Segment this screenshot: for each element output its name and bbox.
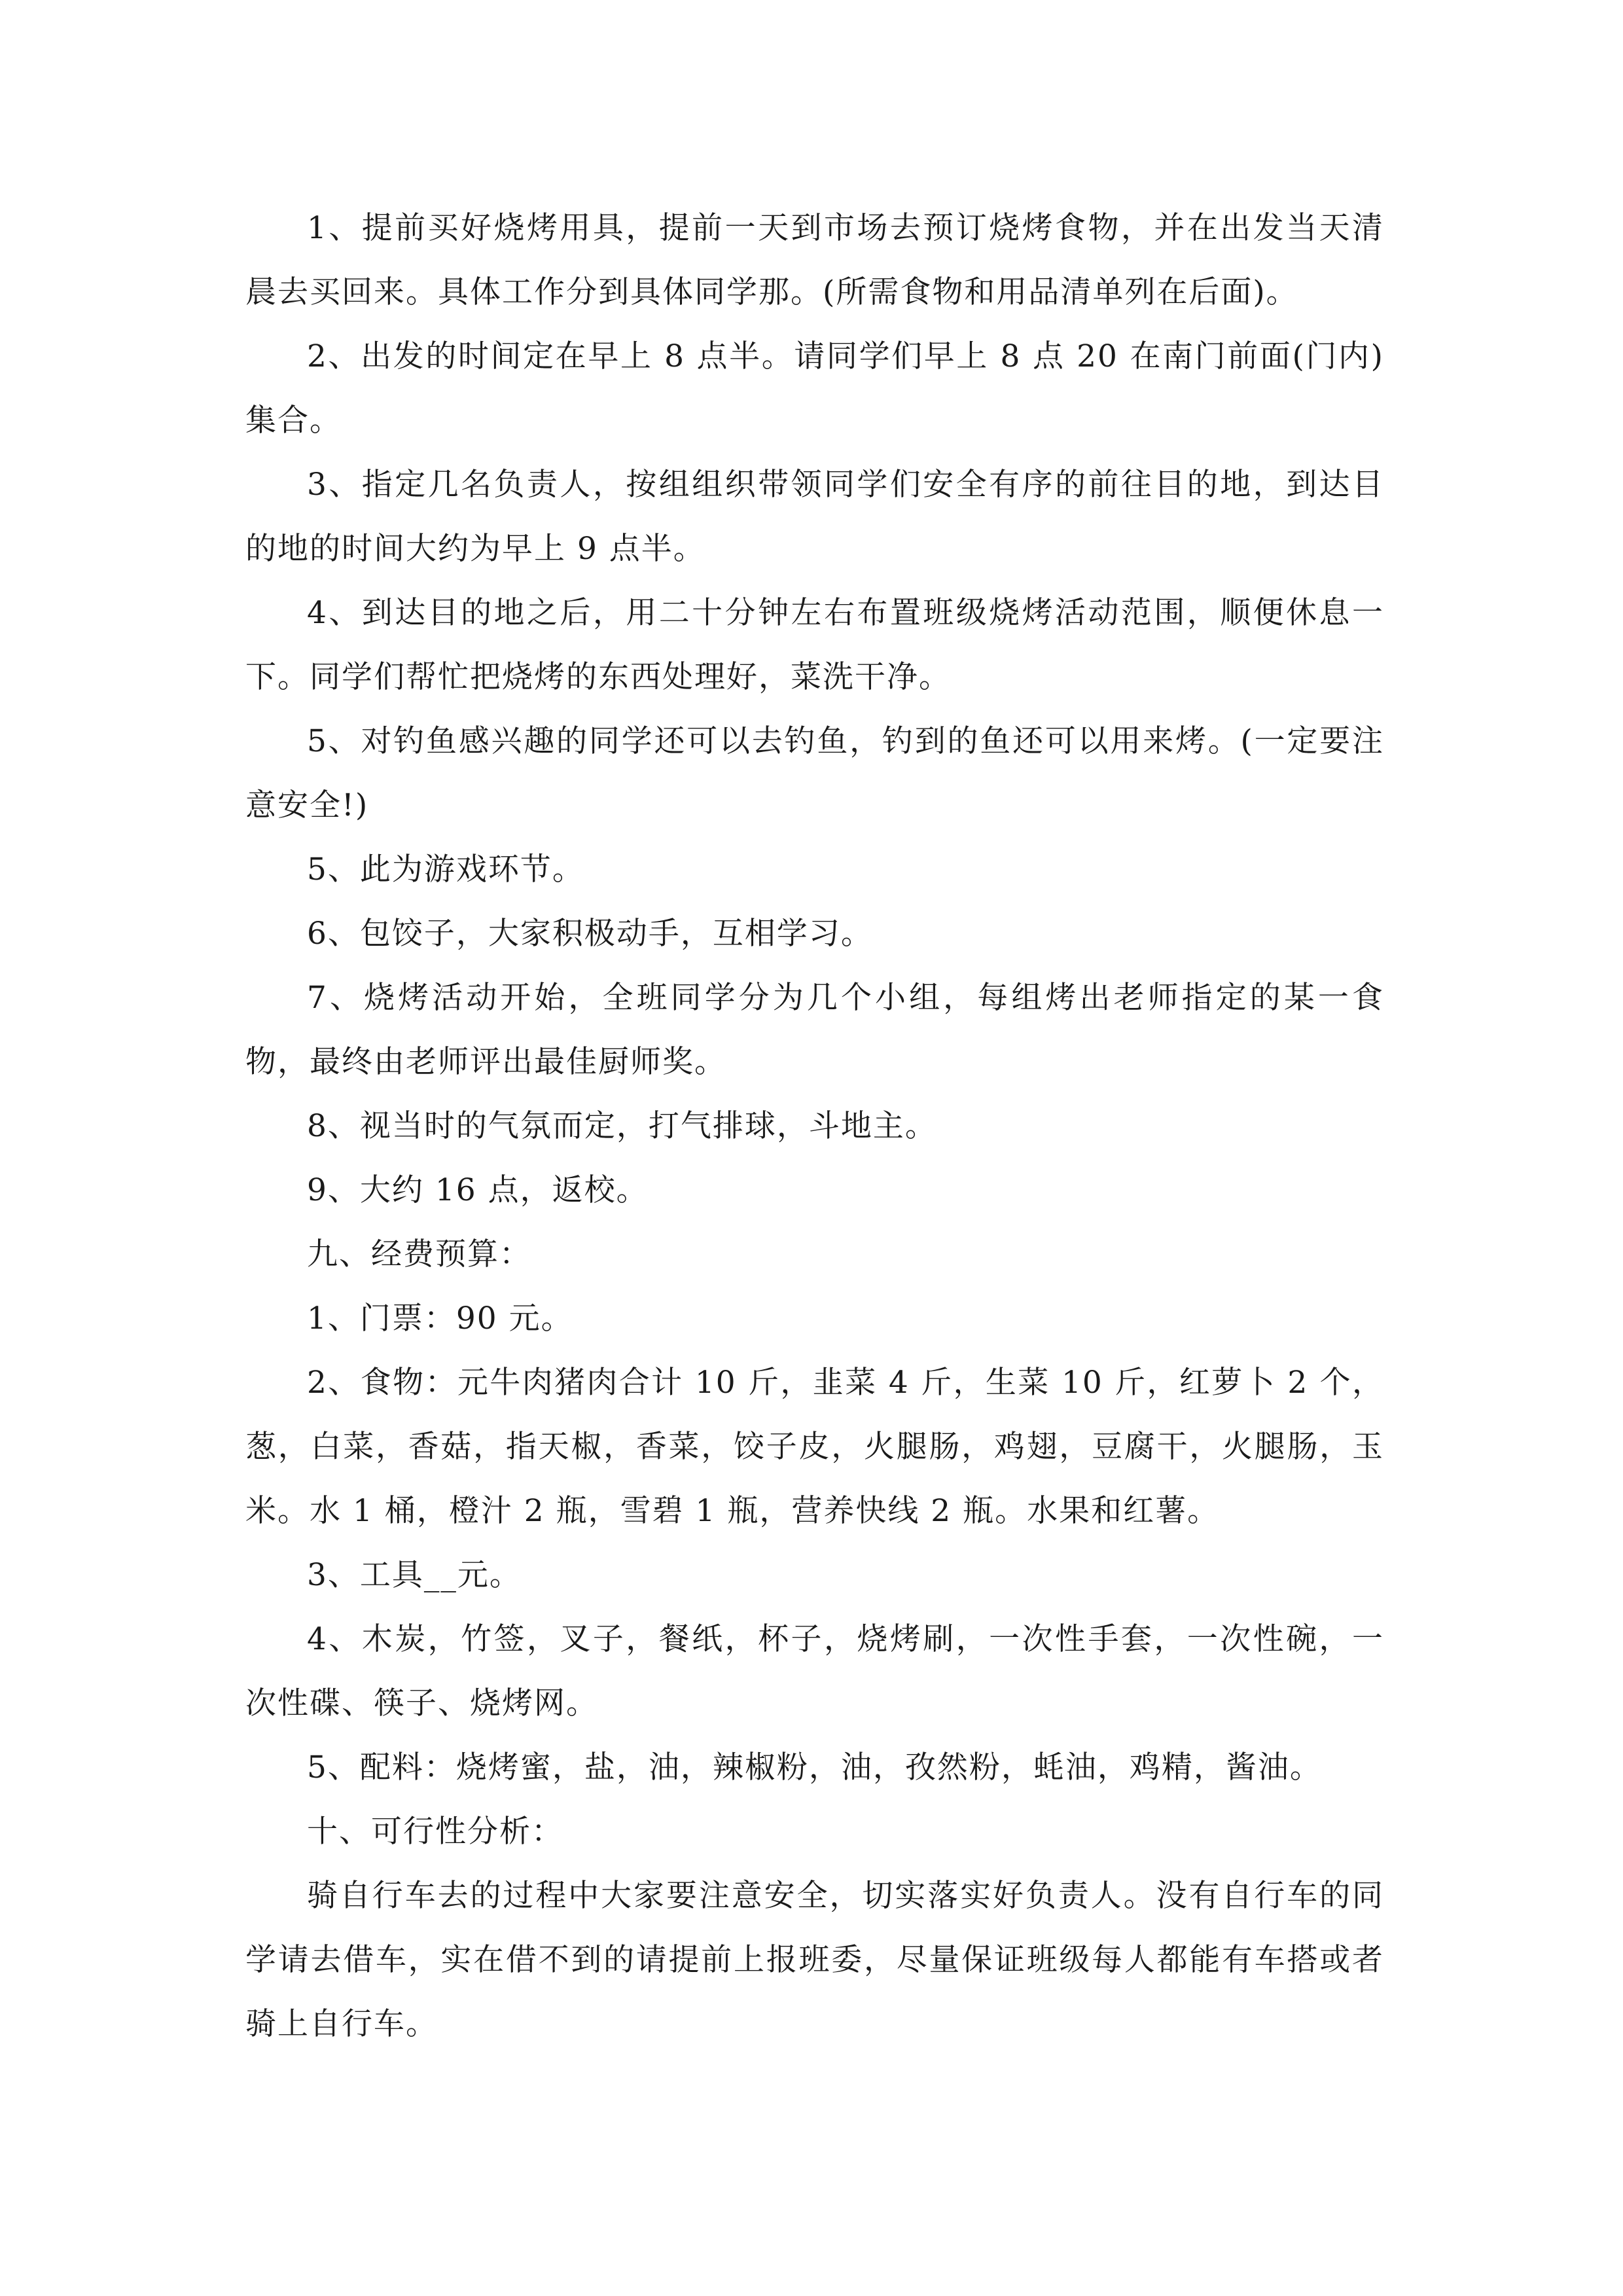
paragraph: 9、大约 16 点，返校。 [307,1172,649,1208]
paragraph: 3、指定几名负责人，按组组织带领同学们安全有序的前往目的地，到达目的地的时间大约为早上 9 点半。 [245,467,1384,567]
paragraph: 1、门票：90 元。 [307,1300,573,1336]
section-heading: 九、经费预算： [307,1236,531,1272]
paragraph: 5、此为游戏环节。 [307,852,584,888]
paragraph: 6、包饺子，大家积极动手，互相学习。 [307,916,873,952]
paragraph: 8、视当时的气氛而定，打气排球，斗地主。 [307,1108,937,1144]
paragraph: 2、食物：元牛肉猪肉合计 10 斤，韭菜 4 斤，生菜 10 斤，红萝卜 2 个，葱，白菜，香菇，指天椒，香菜，饺子皮，火腿肠，鸡翅，豆腐干，火腿肠，玉米。水 1 桶，橙汁 2 瓶，雪碧 1 瓶，营养快线 2 瓶。水果和红薯。 [245,1365,1384,1529]
paragraph: 2、出发的时间定在早上 8 点半。请同学们早上 8 点 20 在南门前面(门内)集合。 [245,338,1384,439]
section-heading: 十、可行性分析： [307,1814,563,1850]
document-body [245,196,1384,2056]
paragraph: 3、工具__元。 [307,1557,522,1593]
paragraph: 5、配料：烧烤蜜，盐，油，辣椒粉，油，孜然粉，蚝油，鸡精，酱油。 [307,1749,1322,1785]
paragraph: 5、对钓鱼感兴趣的同学还可以去钓鱼，钓到的鱼还可以用来烤。(一定要注意安全!) [245,723,1384,823]
paragraph: 4、到达目的地之后，用二十分钟左右布置班级烧烤活动范围，顺便休息一下。同学们帮忙把烧烤的东西处理好，菜洗干净。 [245,595,1384,695]
paragraph: 7、烧烤活动开始，全班同学分为几个小组，每组烤出老师指定的某一食物，最终由老师评出最佳厨师奖。 [245,980,1384,1080]
paragraph: 1、提前买好烧烤用具，提前一天到市场去预订烧烤食物，并在出发当天清晨去买回来。具体工作分到具体同学那。(所需食物和用品清单列在后面)。 [245,210,1384,310]
paragraph: 4、木炭，竹签，叉子，餐纸，杯子，烧烤刷，一次性手套，一次性碗，一次性碟、筷子、烧烤网。 [245,1621,1384,1721]
paragraph: 骑自行车去的过程中大家要注意安全，切实落实好负责人。没有自行车的同学请去借车，实在借不到的请提前上报班委，尽量保证班级每人都能有车搭或者骑上自行车。 [245,1878,1384,2042]
